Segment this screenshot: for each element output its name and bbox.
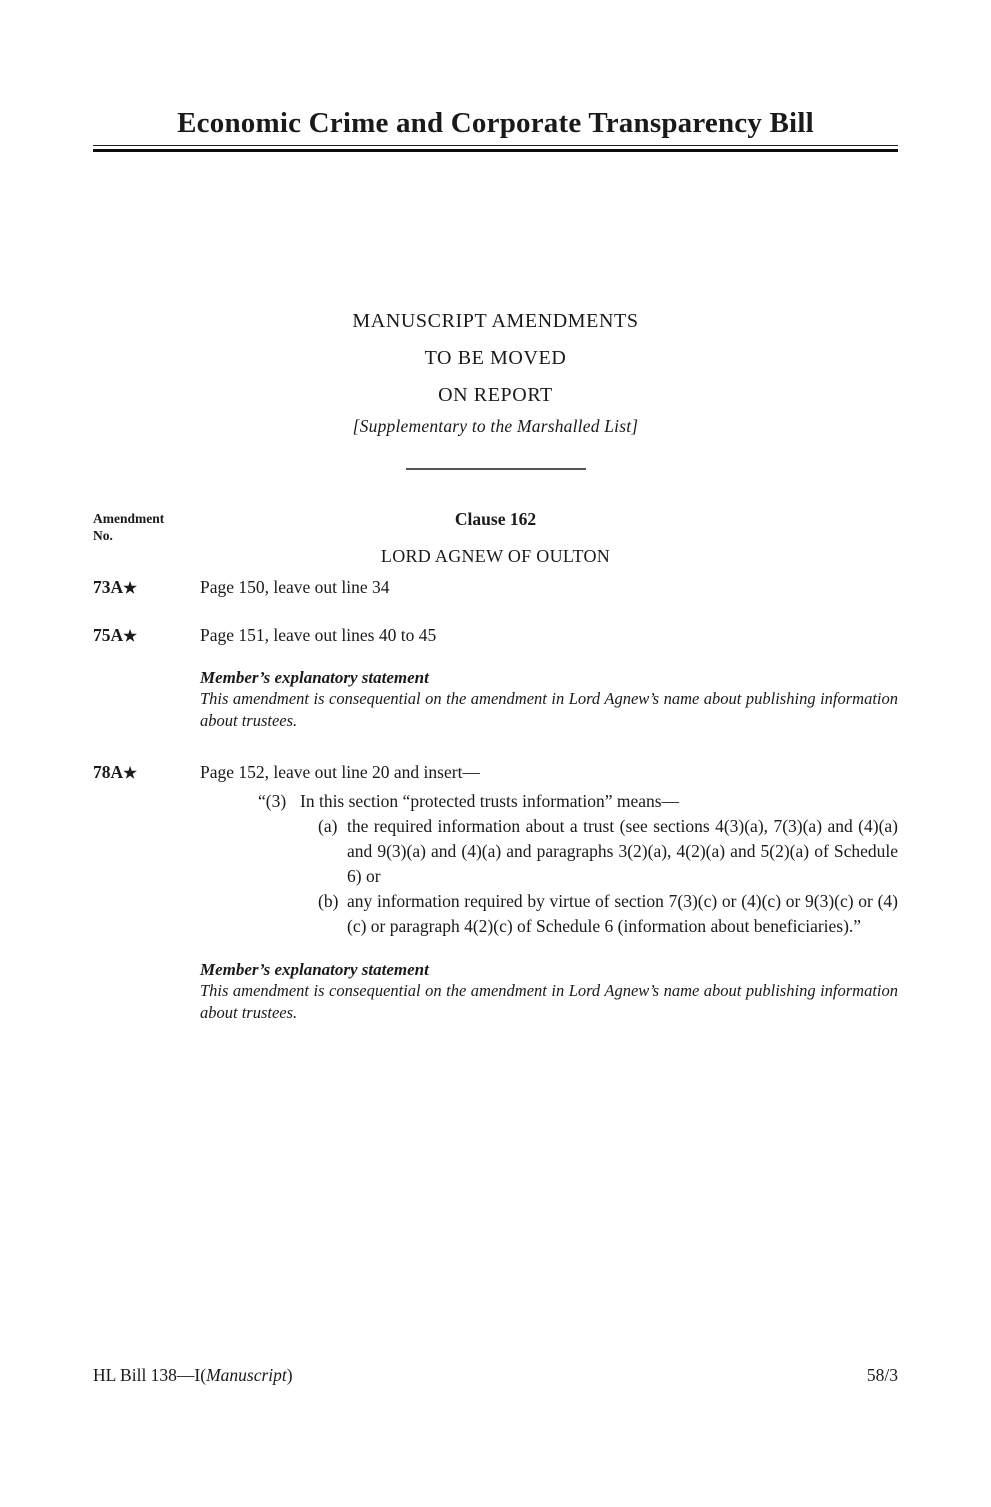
amendment-75A-instruction: Page 151, leave out lines 40 to 45 — [200, 625, 437, 645]
explanatory-statement-body: This amendment is consequential on the amendment in Lord Agnew’s name about publishing information about trustees. — [200, 981, 898, 1022]
amendment-75A-explanatory — [200, 667, 898, 732]
amendment-78A-number-text: 78A — [93, 762, 124, 782]
bill-reference-manuscript: Manuscript — [206, 1365, 287, 1385]
bill-reference — [93, 1364, 293, 1386]
inserted-paragraph-b — [318, 889, 898, 939]
amendment-73A-number — [93, 576, 200, 600]
inserted-paragraph-b-text: any information required by virtue of section 7(3)(c) or (4)(c) or 9(3)(c) or (4)(c) or paragraph 4(2)(c) of Schedule 6 (information about beneficiaries).” — [347, 891, 898, 936]
explanatory-statement-title: Member’s explanatory statement — [200, 668, 429, 687]
amendment-73A-line — [93, 576, 898, 600]
supplementary-note: [Supplementary to the Marshalled List] — [352, 416, 639, 436]
amendment-75A-line — [93, 624, 898, 648]
bill-reference-prefix: HL Bill 138—I( — [93, 1365, 207, 1385]
explanatory-statement-title: Member’s explanatory statement — [200, 960, 429, 979]
inserted-paragraph-a-text: the required information about a trust (see sections 4(3)(a), 7(3)(a) and (4)(a) and 9(3)(a) and (4)(a) and paragraphs 3(2)(a), 4(2)(a) and 5(2)(a) of Schedule 6) or — [347, 816, 898, 886]
amendment-no-label-line1: Amendment — [93, 511, 165, 526]
title-double-rule — [93, 145, 898, 152]
inserted-subsection-3 — [258, 789, 898, 814]
amendment-73A — [93, 576, 898, 600]
inserted-subsection-3-number: “(3) — [258, 791, 287, 811]
amendment-75A — [93, 624, 898, 732]
inserted-paragraph-a — [318, 814, 898, 889]
bill-document-page — [0, 106, 991, 1507]
amendment-75A-number-text: 75A — [93, 625, 124, 645]
amendment-78A — [93, 761, 898, 1024]
page-footer — [93, 1364, 898, 1386]
amendment-78A-number — [93, 761, 200, 785]
document-heading — [93, 303, 898, 438]
inserted-subsection-3-text: In this section “protected trusts information” means— — [300, 791, 680, 811]
new-amendment-star-icon: ★ — [123, 628, 138, 645]
clause-heading: Clause 162 — [454, 509, 537, 529]
new-amendment-star-icon: ★ — [123, 765, 138, 782]
bill-title: Economic Crime and Corporate Transparency Bill — [177, 107, 814, 139]
amendment-73A-instruction: Page 150, leave out line 34 — [200, 577, 390, 597]
amendment-no-column-label — [93, 510, 164, 544]
heading-line-on-report: ON REPORT — [438, 384, 553, 406]
new-amendment-star-icon: ★ — [123, 580, 138, 597]
amendment-78A-line — [93, 761, 898, 785]
amendment-78A-explanatory — [200, 959, 898, 1024]
heading-line-to-be-moved: TO BE MOVED — [424, 347, 567, 369]
amendment-no-label-line2: No. — [93, 528, 113, 543]
amendment-75A-number — [93, 624, 200, 648]
section-separator-rule — [406, 468, 586, 470]
sheet-number: 58/3 — [866, 1365, 898, 1385]
amendment-78A-inserted-text — [258, 789, 898, 939]
clause-header-section — [93, 508, 898, 567]
mover-name: LORD AGNEW OF OULTON — [380, 546, 611, 566]
heading-line-manuscript-amendments: MANUSCRIPT AMENDMENTS — [352, 310, 639, 332]
bill-reference-suffix: ) — [286, 1365, 293, 1385]
inserted-paragraph-b-label: (b) — [318, 891, 339, 911]
explanatory-statement-body: This amendment is consequential on the amendment in Lord Agnew’s name about publishing information about trustees. — [200, 689, 898, 730]
amendment-73A-number-text: 73A — [93, 577, 124, 597]
inserted-paragraph-a-label: (a) — [318, 816, 338, 836]
amendment-78A-instruction: Page 152, leave out line 20 and insert— — [200, 762, 480, 782]
